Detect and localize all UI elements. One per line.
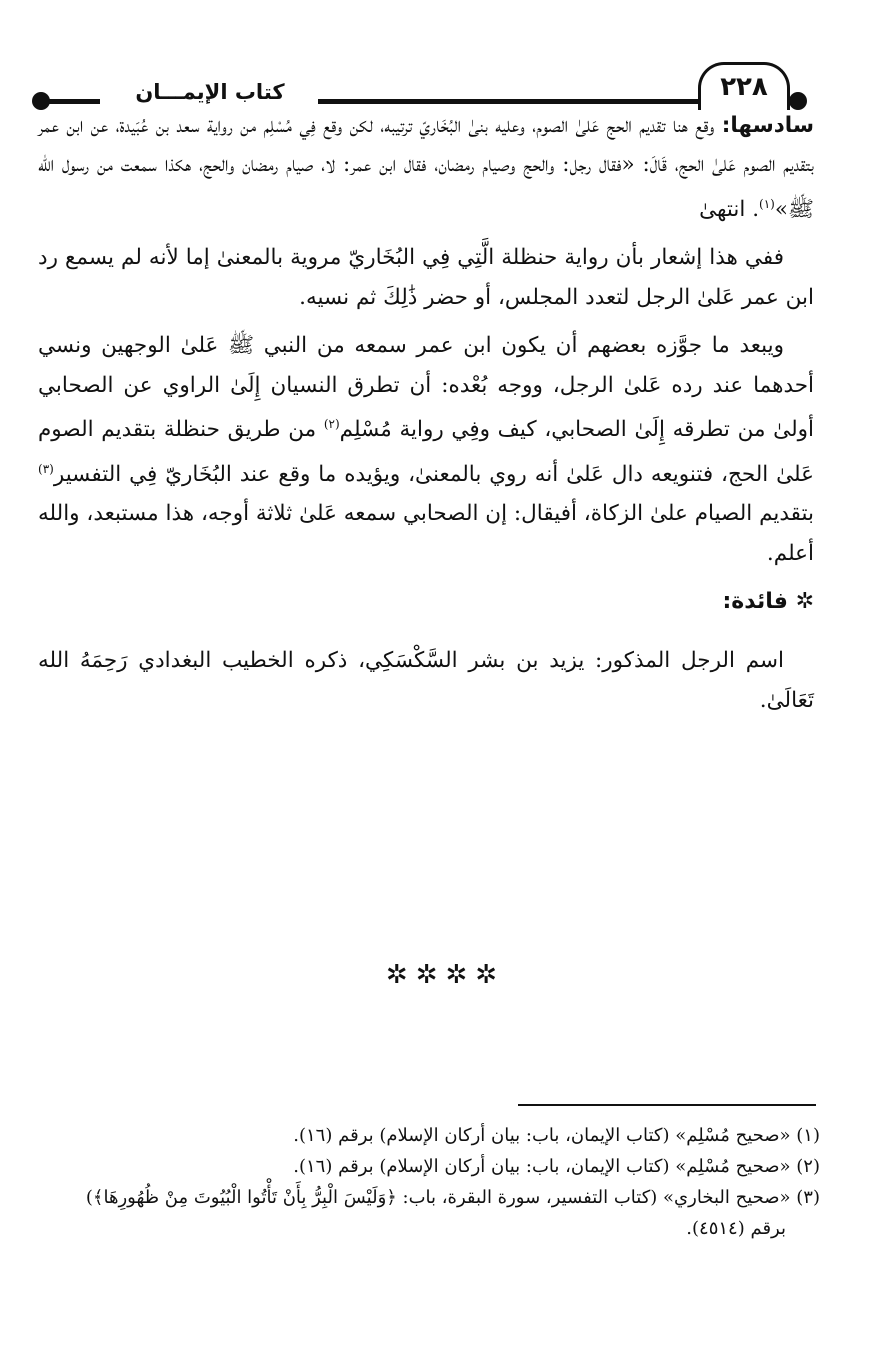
footnote-2: (٢) «صحيح مُسْلِم» (كتاب الإيمان، باب: بيان أركان الإسلام) برقم (١٦).	[293, 1156, 820, 1177]
paragraph-2: ففي هذا إشعار بأن رواية حنظلة الَّتِي فِي البُخَاريّ مروية بالمعنىٰ إما لأنه لم يسمع رد ابن عمر عَلىٰ الرجل لتعدد المجلس، أو حضر ذَٰلِكَ ثم نسيه.	[38, 245, 814, 310]
running-title: كتاب الإيمـــان	[135, 80, 285, 104]
paragraph-3-text-c: بتقديم الصيام علىٰ الزكاة، أفيقال: إن الصحابي سمعه عَلىٰ ثلاثة أوجه، هذا مستبعد، والله أعلم.	[38, 501, 814, 566]
footnote-3: (٣) «صحيح البخاري» (كتاب التفسير، سورة البقرة، باب: ﴿وَلَيْسَ الْبِرُّ بِأَنْ تَأْتُوا الْبُيُوتَ مِنْ ظُهُورِهَا﴾)	[85, 1187, 820, 1208]
footnote-1: (١) «صحيح مُسْلِم» (كتاب الإيمان، باب: بيان أركان الإسلام) برقم (١٦).	[293, 1125, 820, 1146]
page-number-frame	[698, 62, 790, 110]
paragraph-3-text-a: ويبعد ما جوَّزه بعضهم أن يكون ابن عمر سمعه من النبي ﷺ عَلىٰ الوجهين ونسي أحدهما عند رده عَلىٰ الرجل، ووجه بُعْده: أن تطرق النسيان إِلَىٰ الراوي عن الصحابي أولىٰ من تطرقه إِلَىٰ الصحابي، كيف وفِي رواية مُسْلِم	[38, 333, 814, 443]
main-text	[38, 106, 814, 729]
paragraph-1	[38, 106, 814, 229]
benefit-heading: ✲ فائدة:	[722, 588, 814, 614]
footnote-divider	[518, 1104, 816, 1106]
footnote-ref-2: (٢)	[323, 417, 340, 431]
paragraph-1-text-a: وقع هنا تقديم الحج عَلىٰ الصوم، وعليه بنىٰ البُخَاريّ ترتيبه، لكن وقع فِي مُسْلِم من رواية سعد بن عُبَيدة، عن ابن عمر بتقديم الصوم عَلىٰ الحج، قَالَ: «فقال رجل: والحج وصيام رمضان، فقال ابن عمر: لا، صيام رمضان والحج، هكذا سمعت من رسول الله ﷺ»	[38, 113, 814, 222]
section-lead: سادسها:	[721, 113, 814, 138]
header-rule-left	[42, 99, 100, 104]
paragraph-1-text-b: . انتهىٰ	[699, 196, 760, 222]
paragraph-3	[38, 326, 814, 573]
footnote-ref-3: (٣)	[38, 461, 54, 476]
footnote-3-continuation: برقم (٤٥١٤).	[686, 1218, 786, 1239]
page-number: ٢٢٨	[720, 72, 768, 102]
page-header	[0, 28, 891, 108]
footnote-ref-1: (١)	[759, 196, 775, 211]
paragraph-3-text-b: من طريق حنظلة بتقديم الصوم عَلىٰ الحج، فتنويعه دال عَلىٰ أنه روي بالمعنىٰ، ويؤيده ما وقع عند البُخَاريّ فِي التفسير	[38, 417, 814, 487]
section-separator: ✲✲✲✲	[385, 960, 506, 990]
paragraph-4: اسم الرجل المذكور: يزيد بن بشر السَّكْسَكِي، ذكره الخطيب البغدادي رَحِمَهُ الله تَعَالَىٰ.	[38, 648, 814, 713]
footnotes	[30, 1120, 820, 1244]
